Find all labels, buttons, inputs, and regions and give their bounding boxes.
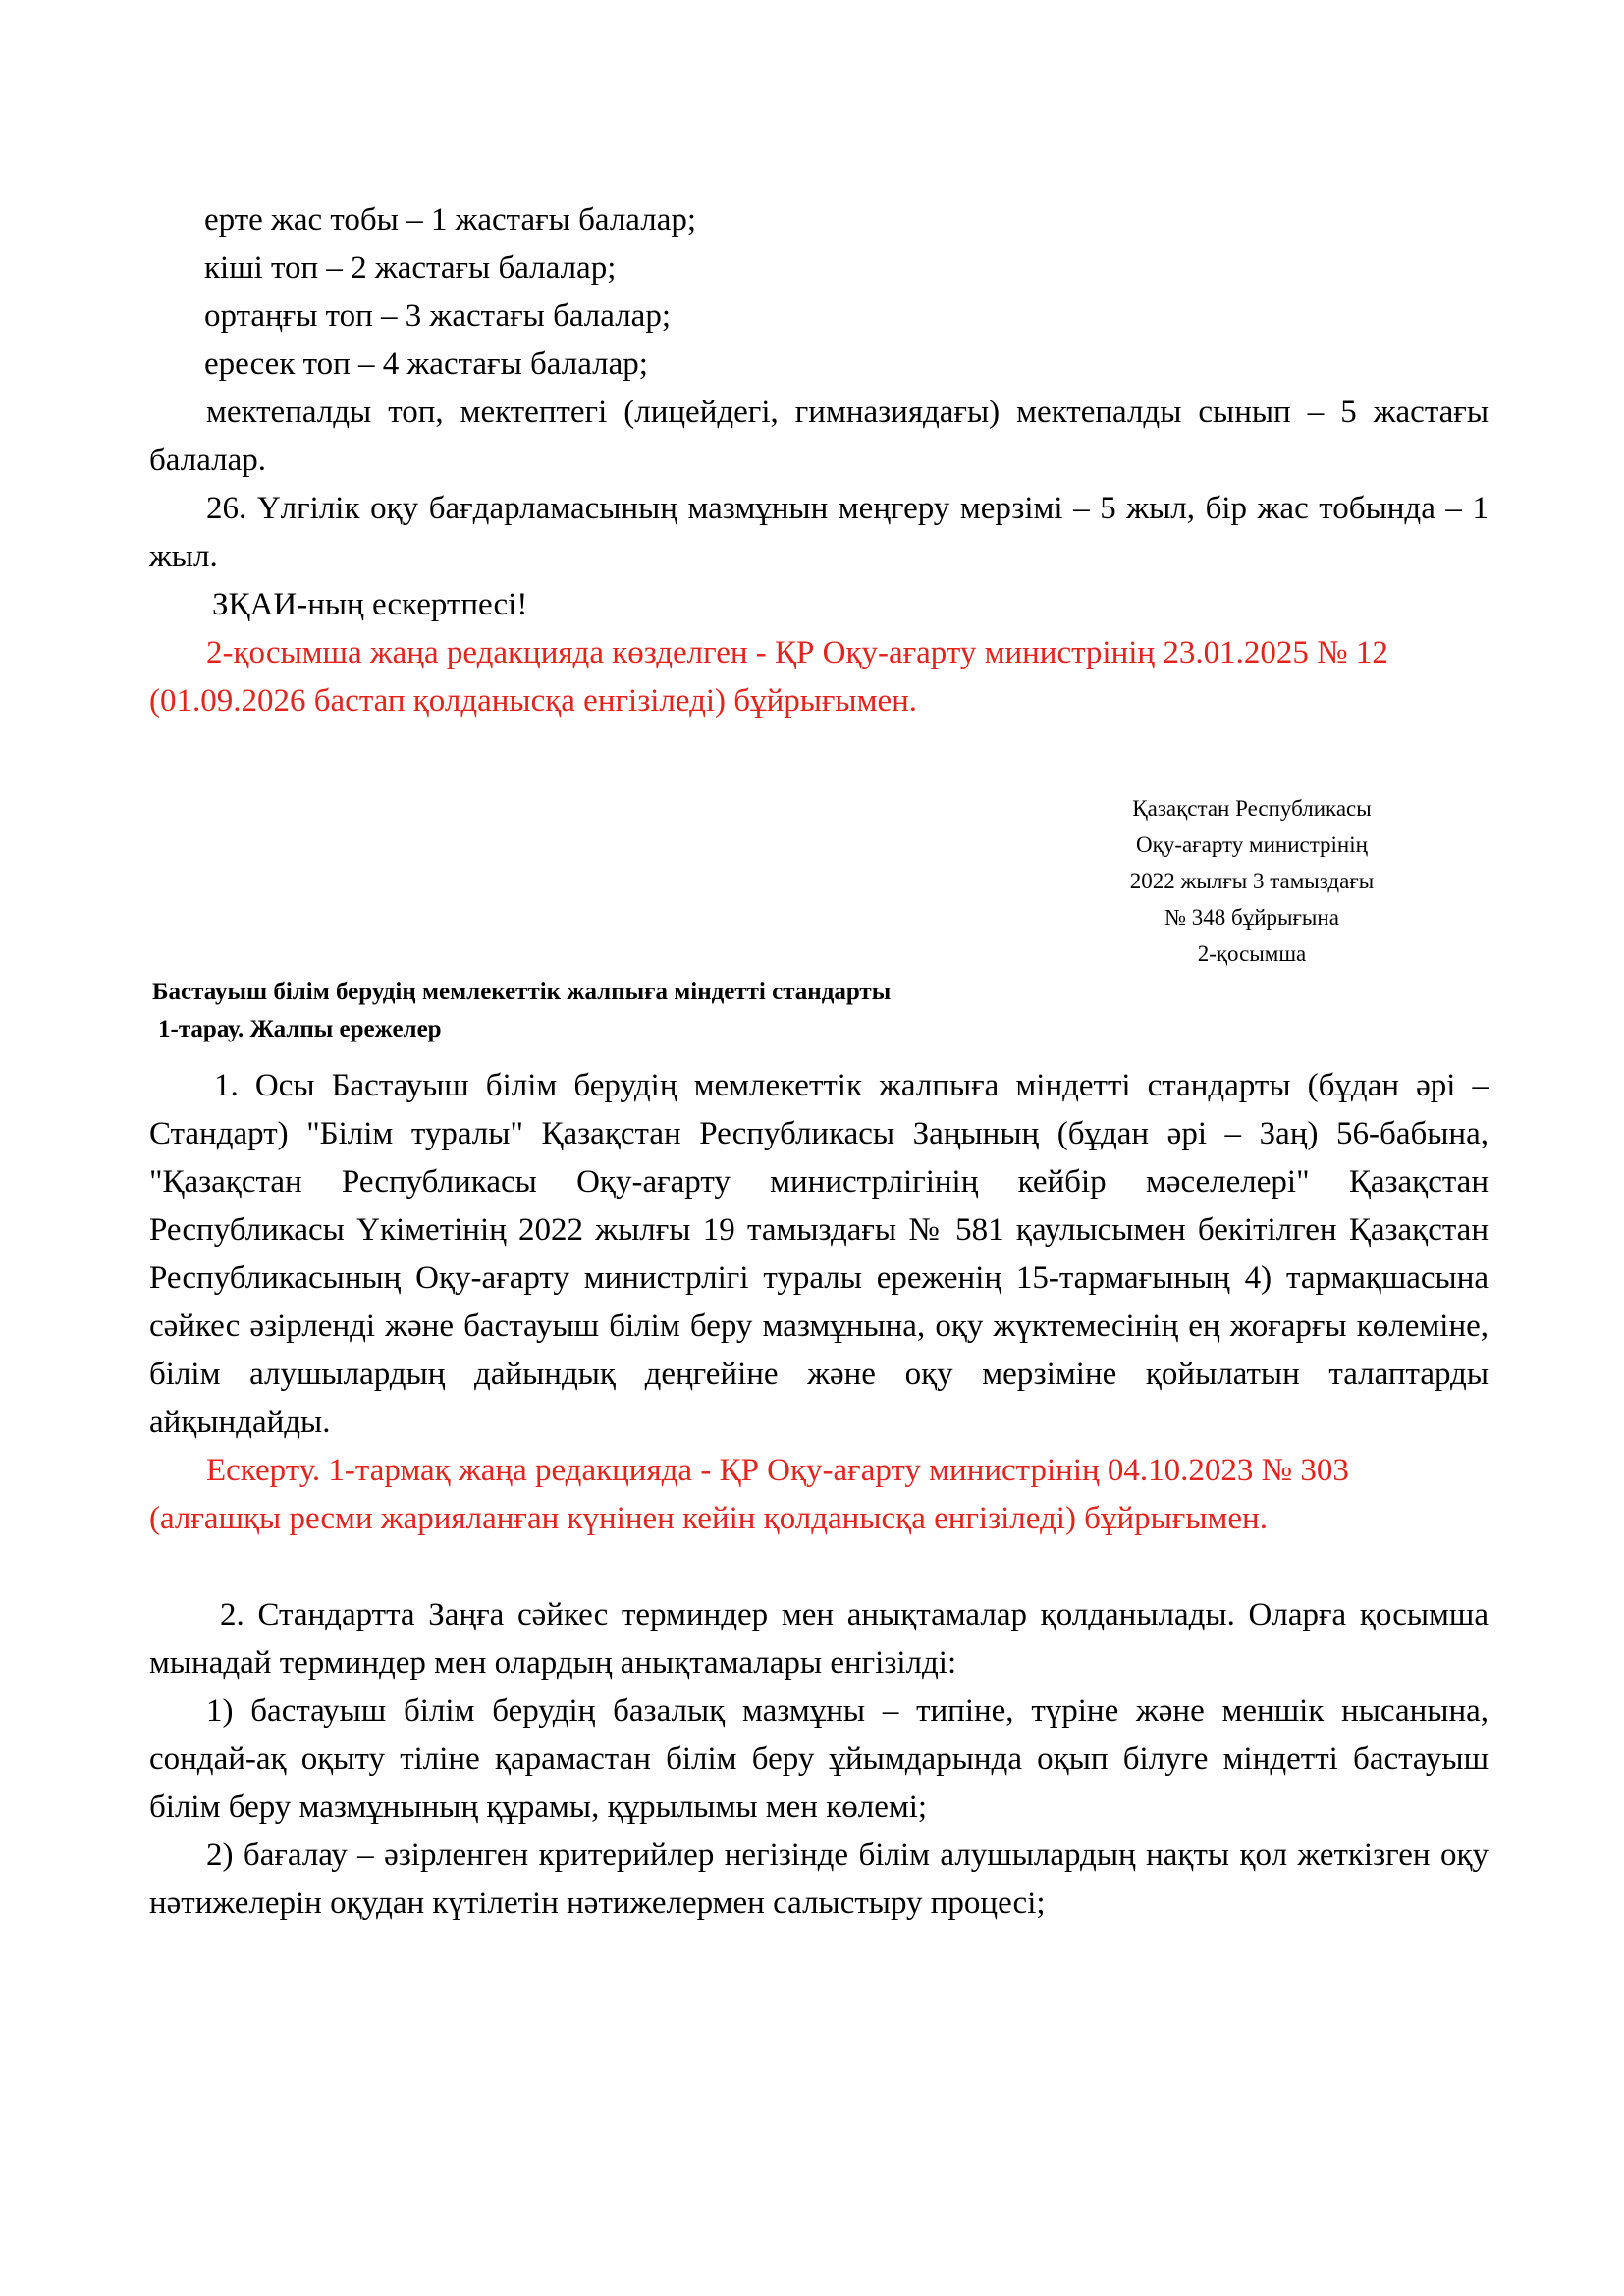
age-group-line-1: ерте жас тобы – 1 жастағы балалар;: [204, 202, 697, 238]
preschool-group-paragraph: мектепалды топ, мектептегі (лицейдегі, гимназиядағы) мектепалды сынып – 5 жастағы балалар.: [149, 395, 1489, 478]
red-amendment-note: 2-қосымша жаңа редакцияда көзделген - ҚР Оқу-ағарту министрінің 23.01.2025 № 12 (01.09.2026 бастап қолданысқа енгізіледі) бұйрығымен.: [149, 635, 1388, 719]
stamp-line: 2-қосымша: [1197, 941, 1307, 966]
paragraph-1-note: Ескерту. 1-тармақ жаңа редакцияда - ҚР Оқу-ағарту министрінің 04.10.2023 № 303 (алғашқы ресми жарияланған күнінен кейін қолданысқа енгізіледі) бұйрығымен.: [149, 1453, 1349, 1536]
paragraph-1: 1. Осы Бастауыш білім берудің мемлекеттік жалпыға міндетті стандарты (бұдан әрі – Стандарт) "Білім туралы" Қазақстан Республикасы Заңының (бұдан әрі – Заң) 56-бабына, "Қазақстан Республикасы Оқу-ағарту министрлігінің кейбір мәселелері" Қазақстан Республикасы Үкіметінің 2022 жылғы 19 тамыздағы № 581 қаулысымен бекітілген Қазақстан Республикасының Оқу-ағарту министрлігі туралы ереженің 15-тармағының 4) тармақшасына сәйкес әзірленді және бастауыш білім беру мазмұнына, оқу жүктемесінің ең жоғарғы көлеміне, білім алушылардың дайындық деңгейіне және оқу мерзіміне қойылатын талаптарды айқындайды.: [149, 1068, 1489, 1440]
chapter-heading: 1-тарау. Жалпы ережелер: [158, 1016, 442, 1042]
stamp-line: 2022 жылғы 3 тамыздағы: [1129, 869, 1375, 893]
item-26-paragraph: 26. Үлгілік оқу бағдарламасының мазмұнын меңгеру мерзімі – 5 жыл, бір жас тобында – 1 жыл.: [149, 491, 1489, 574]
age-group-line-4: ересек топ – 4 жастағы балалар;: [204, 347, 648, 382]
paragraph-2-item-2: 2) бағалау – әзірленген критерийлер негізінде білім алушылардың нақты қол жеткізген оқу нәтижелерін оқудан күтілетін нәтижелермен салыстыру процесі;: [149, 1838, 1489, 1921]
age-group-line-3: ортаңғы топ – 3 жастағы балалар;: [204, 298, 671, 334]
appendix-stamp: [1041, 790, 1463, 972]
standard-body: [149, 1062, 1489, 1928]
blank-line: [149, 1543, 1489, 1591]
stamp-line: № 348 бұйрығына: [1164, 905, 1339, 930]
paragraph-2-item-1: 1) бастауыш білім берудің базалық мазмұны – типіне, түріне және меншік нысанына, сондай-ақ оқыту тіліне қарамастан білім беру ұйымдарында оқып білуге міндетті бастауыш білім беру мазмұнының құрамы, құрылымы мен көлемі;: [149, 1693, 1489, 1825]
stamp-line: Қазақстан Республикасы: [1132, 796, 1372, 821]
zqai-note-heading: ЗҚАИ-ның ескертпесі!: [212, 587, 528, 622]
age-group-line-2: кіші топ – 2 жастағы балалар;: [204, 250, 617, 286]
standard-headings: [152, 974, 891, 1048]
standard-title: Бастауыш білім берудің мемлекеттік жалпыға міндетті стандарты: [152, 979, 892, 1005]
paragraph-2: 2. Стандартта Заңға сәйкес терминдер мен анықтамалар қолданылады. Оларға қосымша мынадай терминдер мен олардың анықтамалары енгізілді:: [149, 1597, 1489, 1681]
stamp-line: Оқу-ағарту министрінің: [1136, 832, 1368, 857]
top-section: [149, 196, 1489, 725]
